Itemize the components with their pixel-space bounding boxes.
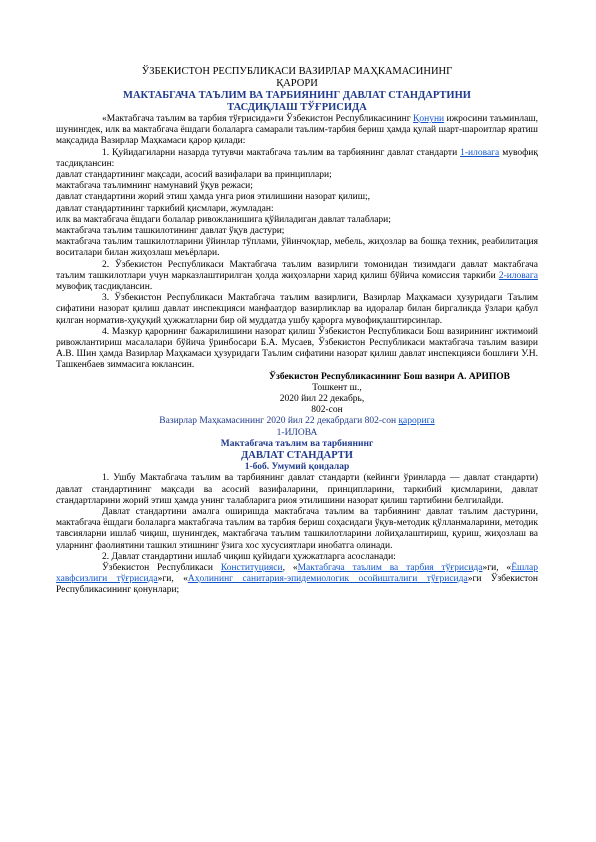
header-line1: ЎЗБЕКИСТОН РЕСПУБЛИКАСИ ВАЗИРЛАР МАҲКАМАСИНИНГ [141, 66, 453, 77]
paragraph-2: 2. Ўзбекистон Республикаси Мактабгача таълим вазирлиги томонидан тизимдаги давлат мактабгача таълим ташкилотлари учун марказлаштирилган ҳолда жиҳозларни харид қилиш бўйича комиссия таркиби 2-иловага мувофиқ тасдиқлансин. [56, 259, 538, 293]
list-item: давлат стандартининг таркибий қисмлари, жумладан: [56, 203, 274, 214]
law-link[interactable]: Қонуни [413, 114, 445, 124]
decree-number: 802-сон [311, 405, 343, 416]
place: Тошкент ш., [312, 382, 362, 393]
decree-title2: ТАСДИҚЛАШ ТЎҒРИСИДА [227, 102, 367, 113]
signature: Ўзбекистон Республикасининг Бош вазири А. АРИПОВ [269, 371, 510, 382]
document-page [56, 66, 538, 597]
constitution-link[interactable]: Конституцияси [220, 562, 283, 573]
section-1b: Давлат стандартини амалга оширишда мактабгача таълим ва тарбиянинг давлат таълим дастурини, мактабгача ёшдаги болаларга мактабгача таълим ва тарбия бериш соҳасидаги ўқув-методик қўлланмаларини, методик тавсияларни ишлаб чиқиш, шунингдек, мактабгача таълим ташкилотларини лойиҳалаштириш, қуриш, жиҳозлаш ва уларнинг фаолиятини ташкил этишнинг ўзига хос хусусиятлари инобатга олинади. [56, 506, 538, 551]
section-1: 1. Ушбу Мактабгача таълим ва тарбиянинг давлат стандарти (кейинги ўринларда — давлат стандарти) давлат стандартининг мақсади ва асосий вазифаларини, принципларини, таркибий қисмларини, давлат стандартларини жорий этиш ҳамда унинг талабларига риоя этилишини назорат қилиш тартибини белгилайди. [56, 473, 538, 506]
annex2-link[interactable]: 2-иловага [498, 270, 538, 281]
annex-reference: Вазирлар Маҳкамасининг 2020 йил 22 декабрдаги 802-сон қарорига [159, 416, 435, 427]
annex-title1: Мактабгача таълим ва тарбиянинг [220, 438, 374, 449]
list-item: давлат стандартини жорий этиш ҳамда унга риоя этилишини назорат қилиш;, [56, 192, 371, 203]
list-item: илк ва мактабгача ёшдаги болалар ривожланишига қўйиладиган давлат талаблари; [56, 214, 391, 225]
list-item: мактабгача таълим ташкилотининг давлат ўқув дастури; [56, 226, 285, 237]
paragraph-1: 1. Қуйидагиларни назарда тутувчи мактабгача таълим ва тарбиянинг давлат стандарти 1-иловага мувофиқ тасдиқлансин: [56, 147, 538, 169]
youth-law-link[interactable]: Ёшлар хавфсизлиги тўғрисида [56, 562, 539, 585]
list-item: давлат стандартининг мақсади, асосий вазифалари ва принциплари; [56, 170, 332, 181]
section-2: 2. Давлат стандартини ишлаб чиқиш қуйидаги ҳужжатларга асосланади: [102, 551, 396, 562]
date: 2020 йил 22 декабрь, [279, 394, 365, 405]
intro-paragraph: «Мактабгача таълим ва тарбия тўғрисида»ги Ўзбекистон Республикасининг Қонуни ижросини таъминлаш, шунингдек, илк ва мактабгача ёшдаги болаларга самарали таълим-тарбия бериш ҳамда қулай шарт-шароитлар яратиш мақсадида Вазирлар Маҳкамаси қарор қилади: [56, 114, 539, 147]
paragraph-3: 3. Ўзбекистон Республикаси Мактабгача таълим вазирлиги, Вазирлар Маҳкамаси ҳузуридаги Таълим сифатини назорат қилиш давлат инспекцияси манфаатдор вазирликлар ва идоралар билан биргаликда ўзлари қабул қилган норматив-ҳуқуқий ҳужжатларни бир ой муддатда ушбу қарорга мувофиқлаштирсинлар. [56, 293, 538, 326]
section-2b: Ўзбекистон Республикаси Конституцияси, «Мактабгача таълим ва тарбия тўғрисида»ги, «Ёшлар хавфсизлиги тўғрисида»ги, «Аҳолининг санитария-эпидемиологик осойишталиги тўғрисида»ги Ўзбекистон Республикасининг қонунлари; [56, 562, 539, 596]
list-item: мактабгача таълим ташкилотларини ўйинлар тўплами, ўйинчоқлар, мебель, жиҳозлар ва бошқа техник, реабилитация воситалари билан жиҳозлаш меъёрлари. [56, 237, 538, 259]
header-line2: ҚАРОРИ [276, 78, 318, 89]
decree-link[interactable]: қарорига [398, 416, 435, 427]
list-item: мактабгача таълимнинг намунавий ўқув режаси; [56, 181, 253, 192]
annex-number: 1-ИЛОВА [276, 427, 318, 438]
preschool-law-link[interactable]: Мактабгача таълим ва тарбия тўғрисида [297, 562, 483, 573]
annex1-link[interactable]: 1-иловага [460, 147, 500, 158]
paragraph-4: 4. Мазкур қарорнинг бажарилишини назорат қилиш Ўзбекистон Республикаси Бош вазирининг ижтимоий ривожлантириш масалалари бўйича ўринбосари Б.А. Мусаев, Ўзбекистон Республикаси мактабгача таълим вазири А.В. Шин ҳамда Вазирлар Маҳкамаси ҳузуридаги Таълим сифатини назорат қилиш давлат инспекцияси бошлиғи У.Н. Ташкенбаев зиммасига юклансин. [56, 326, 538, 371]
decree-title1: МАКТАБГАЧА ТАЪЛИМ ВА ТАРБИЯНИНГ ДАВЛАТ СТАНДАРТИНИ [123, 90, 471, 101]
annex-title2: ДАВЛАТ СТАНДАРТИ [241, 450, 353, 462]
chapter-heading: 1-боб. Умумий қоидалар [244, 462, 350, 473]
sanitary-law-link[interactable]: Аҳолининг санитария-эпидемиологик осойишталиги тўғрисида [187, 574, 468, 585]
